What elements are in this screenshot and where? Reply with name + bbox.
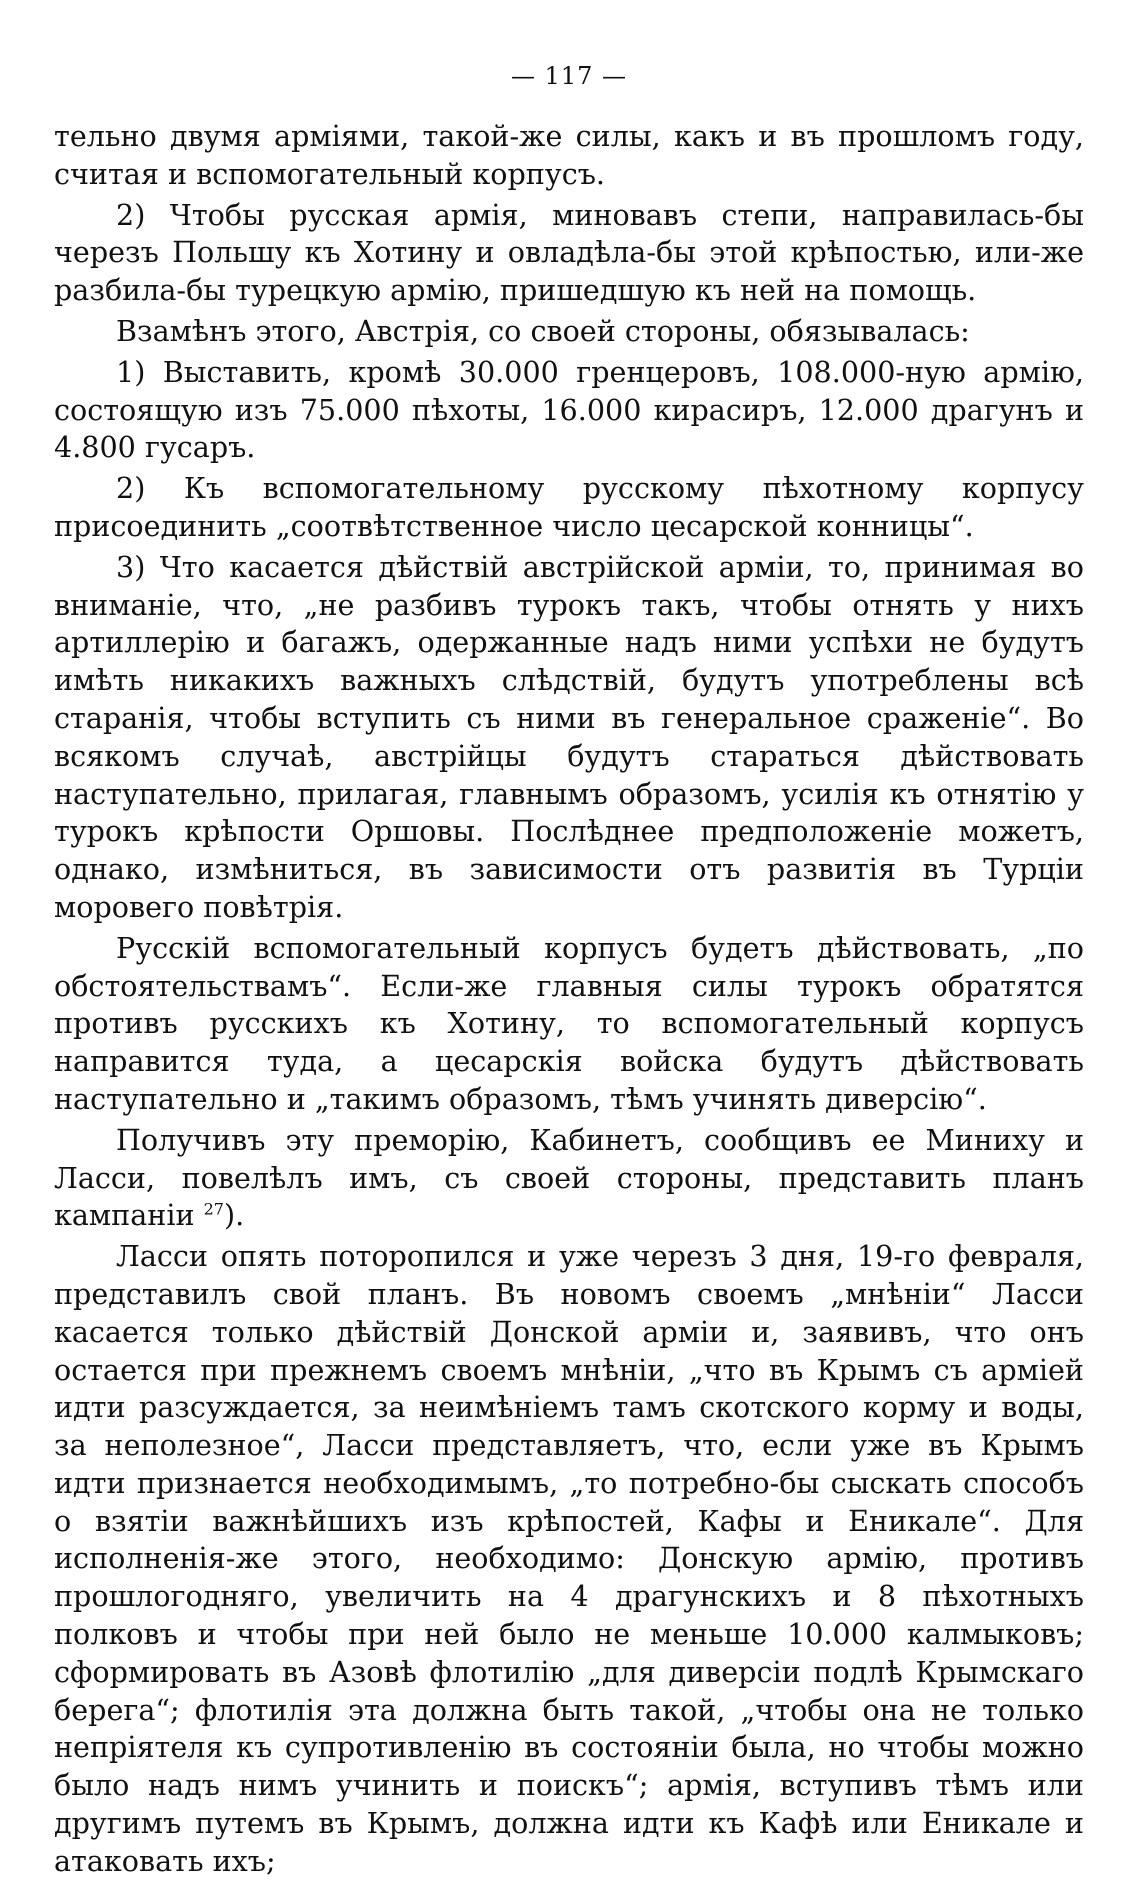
- body-text: [54, 118, 1084, 1881]
- footnote-reference: 27: [203, 1199, 224, 1219]
- footnote-reference-tail: ).: [223, 1198, 245, 1233]
- paragraph: Взамѣнъ этого, Австрія, со своей стороны, обязывалась:: [116, 313, 970, 348]
- paragraph: 1) Выставить, кромѣ 30.000 гренцеровъ, 108.000-ную армію, состоящую изъ 75.000 пѣхоты, 16.000 кирасиръ, 12.000 драгунъ и 4.800 гусаръ.: [54, 354, 1084, 465]
- paragraph-text: Получивъ эту преморію, Кабинетъ, сообщивъ ее Миниху и Ласси, повелѣлъ имъ, съ своей стороны, представить планъ кампаніи: [54, 1122, 1084, 1233]
- paragraph: Русскій вспомогательный корпусъ будетъ дѣйствовать, „по обстоятельствамъ“. Если-же главныя силы турокъ обратятся противъ русскихъ къ Хотину, то вспомогательный корпусъ направится туда, а цесарскія войска будутъ дѣйствовать наступательно и „такимъ образомъ, тѣмъ учинять диверсію“.: [54, 930, 1084, 1116]
- paragraph: [54, 1122, 1084, 1235]
- paragraph: 2) Чтобы русская армія, миновавъ степи, направилась-бы черезъ Польшу къ Хотину и овладѣла-бы этой крѣпостью, или-же разбила-бы турецкую армію, пришедшую къ ней на помощь.: [54, 197, 1084, 308]
- page-number: — 117 —: [510, 62, 628, 90]
- paragraph: 3) Что касается дѣйствій австрійской арміи, то, принимая во вниманіе, что, „не разбивъ турокъ такъ, чтобы отнять у нихъ артиллерію и багажъ, одержанные надъ ними успѣхи не будутъ имѣть никакихъ важныхъ слѣдствій, будутъ употреблены всѣ старанія, чтобы вступить съ ними въ генеральное сраженіе“. Во всякомъ случаѣ, австрійцы будутъ стараться дѣйствовать наступательно, прилагая, главнымъ образомъ, усилія къ отнятію у турокъ крѣпости Оршовы. Послѣднее предположеніе можетъ, однако, измѣниться, въ зависимости отъ развитія въ Турціи моровего повѣтрія.: [54, 549, 1084, 924]
- paragraph: 2) Къ вспомогательному русскому пѣхотному корпусу присоединить „соотвѣтственное число цесарской конницы“.: [54, 471, 1084, 543]
- paragraph: тельно двумя арміями, такой-же силы, какъ и въ прошломъ году, считая и вспомогательный корпусъ.: [54, 119, 1084, 191]
- paragraph: Ласси опять поторопился и уже черезъ 3 дня, 19-го февраля, представилъ свой планъ. Въ новомъ своемъ „мнѣніи“ Ласси касается только дѣйствій Донской арміи и, заявивъ, что онъ остается при прежнемъ своемъ мнѣніи, „что въ Крымъ съ арміей идти разсуждается, за неимѣніемъ тамъ скотского корму и воды, за неполезное“, Ласси представляетъ, что, если уже въ Крымъ идти признается необходимымъ, „то потребно-бы сыскать способъ о взятіи важнѣйшихъ изъ крѣпостей, Кафы и Еникале“. Для исполненія-же этого, необходимо: Донскую армію, противъ прошлогодняго, увеличить на 4 драгунскихъ и 8 пѣхотныхъ полковъ и чтобы при ней было не меньше 10.000 калмыковъ; сформировать въ Азовѣ флотилію „для диверсіи подлѣ Крымскаго берега“; флотилія эта должна быть такой, „чтобы она не только непріятеля къ супротивленію въ состояніи была, но чтобы можно было надъ нимъ учинить и поискъ“; армія, вступивъ тѣмъ или другимъ путемъ въ Крымъ, должна идти къ Кафѣ или Еникале и атаковать ихъ;: [54, 1239, 1084, 1878]
